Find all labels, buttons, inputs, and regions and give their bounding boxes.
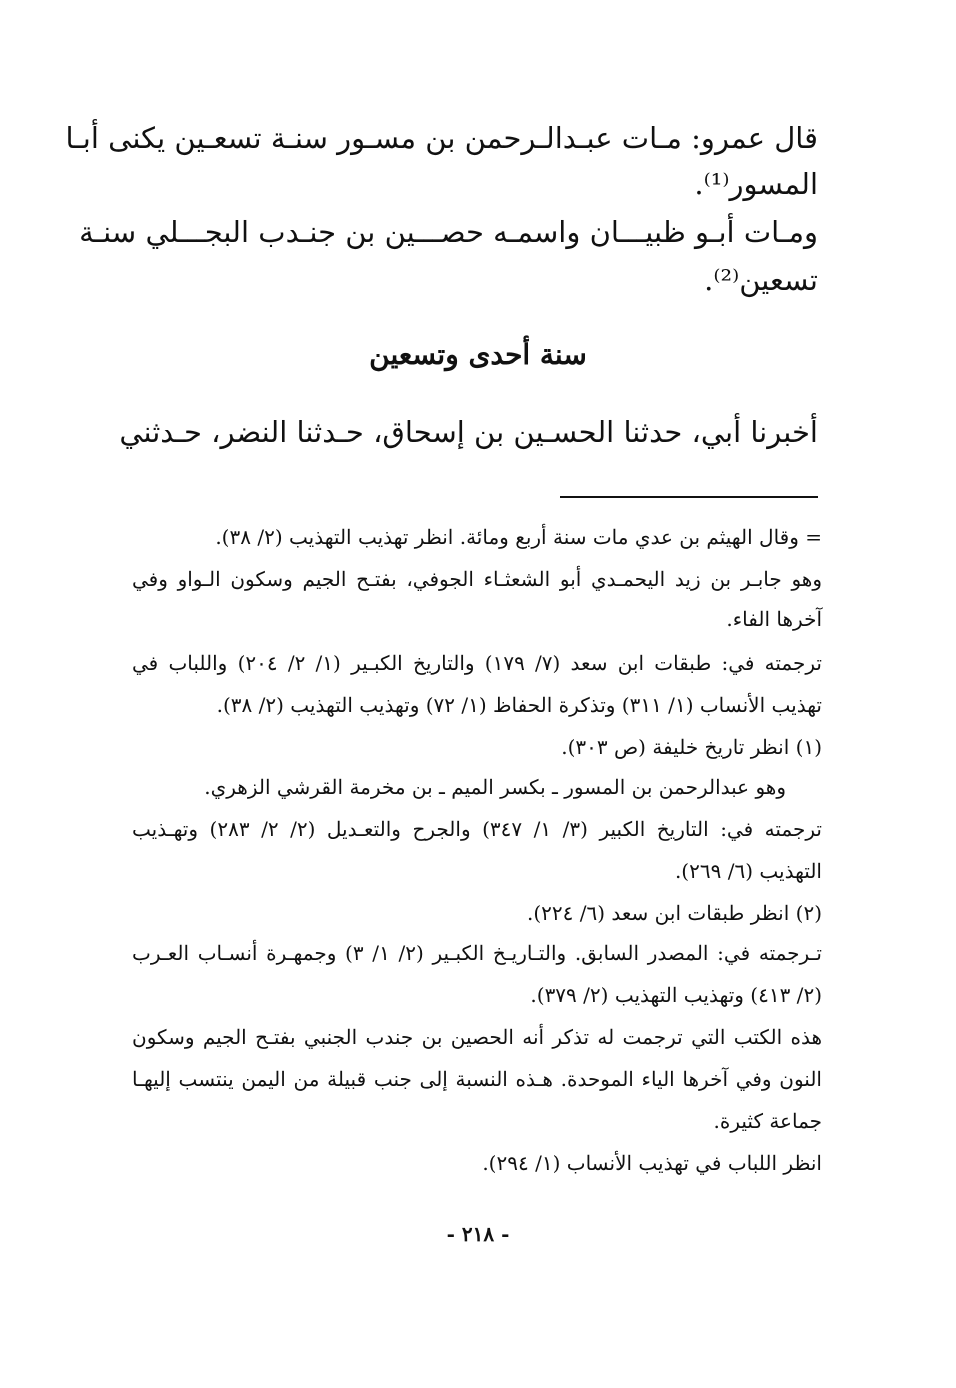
footnote-line-6: (١) انظر تاريخ خليفة (ص ٣٠٣). bbox=[561, 735, 822, 759]
footnote-divider bbox=[560, 496, 818, 498]
footnote-line-12: (٢/ ٤١٣) وتهذيب التهذيب (٢/ ٣٧٩). bbox=[530, 983, 822, 1007]
footnote-line-1: = وقال الهيثم بن عدي مات سنة أربع ومائة. انظر تهذيب التهذيب (٢/ ٣٨). bbox=[215, 525, 822, 549]
footnote-line-5: تهذيب الأنساب (١/ ٣١١) وتذكرة الحفاظ (١/ ٧٢) وتهذيب التهذيب (٢/ ٣٨). bbox=[216, 693, 822, 717]
footnote-line-11: تـرجمته في: المصدر السابق. والتـاريـخ الكبـير (٢/ ١/ ٣) وجمهـرة أنسـاب العـرب bbox=[132, 941, 822, 965]
footnote-line-4: ترجمته في: طبقات ابن سعد (٧/ ١٧٩) والتاريخ الكبـير (١/ ٢/ ٢٠٤) واللباب في bbox=[132, 651, 822, 675]
footnote-line-8: ترجمته في: التاريخ الكبير (٣/ ١/ ٣٤٧) والجرح والتعـديل (٢/ ٢/ ٢٨٣) وتهـذيب bbox=[132, 817, 822, 841]
footnote-line-13: هذه الكتب التي ترجمت له تذكر أنه الحصين بن جندب الجنبي بفتـح الجيم وسكون bbox=[132, 1025, 822, 1049]
footnote-line-2: وهو جابـر بن زيد اليحمـدي أبو الشعثـاء الجوفي، بفتـح الجيم وسكون الـواو وفي bbox=[132, 567, 822, 591]
page-number: - ٢١٨ - bbox=[446, 1222, 510, 1246]
footnote-line-10: (٢) انظر طبقات ابن سعد (٦/ ٢٢٤). bbox=[526, 901, 822, 925]
footnote-line-15: جماعة كثيرة. bbox=[713, 1109, 822, 1133]
footnote-line-9: التهذيب (٦/ ٢٦٩). bbox=[674, 859, 822, 883]
main-text-line-2: المسور⁽¹⁾. bbox=[694, 167, 818, 201]
footnote-line-16: انظر اللباب في تهذيب الأنساب (١/ ٢٩٤). bbox=[482, 1151, 822, 1175]
section-heading: سنة أحدى وتسعين bbox=[369, 338, 587, 371]
main-text-line-4: تسعين⁽²⁾. bbox=[704, 263, 818, 297]
footnote-line-3: آخرها الفاء. bbox=[726, 607, 822, 631]
section-text-line: أخبرنا أبي، حدثنا الحسـين بن إسحاق، حـدثنا النضر، حـدثني bbox=[119, 415, 818, 449]
main-text-line-3: ومـات أبـو ظبيـــان واسمـه حصـــين بن جنـدب البجـــلي سنـة bbox=[79, 215, 818, 249]
main-text-line-1: قال عمرو: مـات عبـدالـرحمن بن مسـور سنـة تسعـين يكنى أبـا bbox=[65, 121, 818, 155]
footnote-line-14: النون وفي آخرها الياء الموحدة. هـذه النسبة إلى جنب قبيلة من اليمن ينتسب إليهـا bbox=[132, 1067, 822, 1091]
footnote-line-7: وهو عبدالرحمن بن المسور ـ بكسر الميم ـ بن مخرمة القرشي الزهري. bbox=[204, 775, 786, 799]
